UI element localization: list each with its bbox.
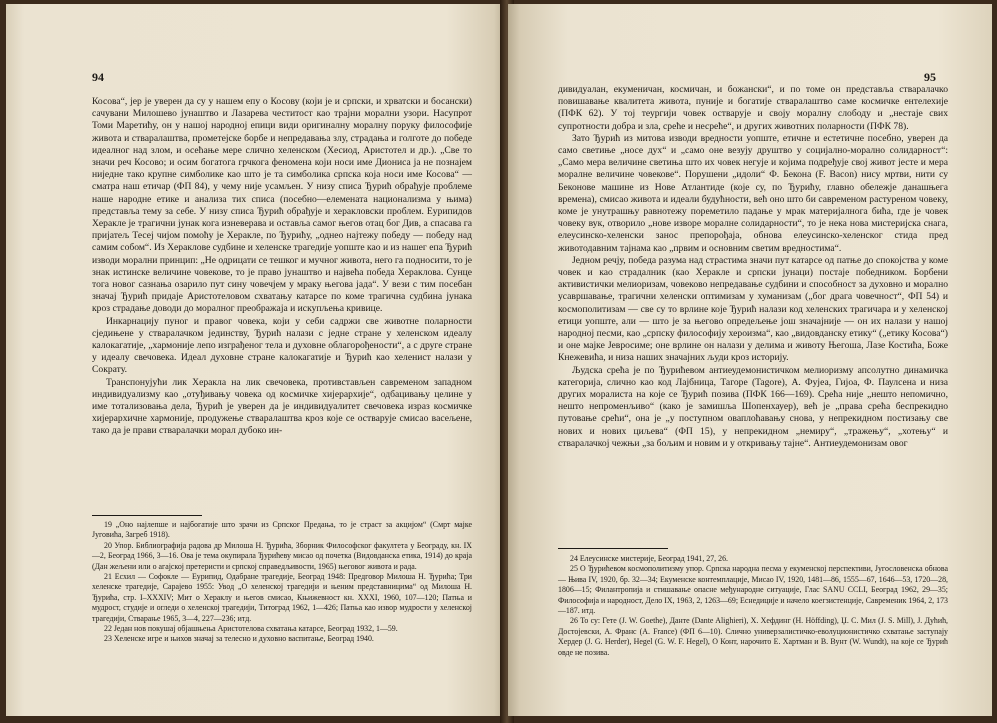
footnote-separator bbox=[92, 515, 202, 516]
footnote: 25 О Ђурићевом космополитизму упор. Српска народна песма у екуменској перспективи, Југословенска обнова — Њива IV, 1920, бр. 32—34; Екуменске контемплације, Мисао IV, 1920, 1481—86, 1555—67, 1646—53, 1720—28, 1806—15; Филантропија и стишавање опасне међународне ситуације, Глас SANU CCLI, Београд 1962, 29—35; Философија и народност, Дело IX, 1963, 2, 1263—69; Еснедиције и начело коегзистенције, Савременик 1964, 2, 173—187. итд. bbox=[558, 564, 948, 616]
footnote: 20 Упор. Библиографија радова др Милоша Н. Ђурића, Зборник Философског факултета у Београду, кн. IX—2, Београд 1966, 3—16. Ова је тема окупирала Ђурићеву мисао од почетка (Видовданска етика, 1914) до краја (Дан жељени или о агајској претеристи и српској справедљивости, 1965) његовог живота и рада. bbox=[92, 540, 472, 571]
paragraph: Једном речју, победа разума над страстима значи пут катарсе од патње до спокојства у коме човек и као страдалник (као Херакле и српски јунаци) постаје победником. Борбени активистички мелиоризам, човеково непредавање судбини и способност за духовно и морално усавршавање, трагични хеленски оптимизам у хуманизам („бог драга човечност“, ФП 54) и космополитизам — све су то врлине које Ђурић налази код хеленских трагичара и у хеленској етици уопште, али — што је за његово опредељење још значајније — он их налази у нашој народној песми, као „српску философију хероизма“, као „видовданску етику“ („етику Косова“) и оне мајке Јевросиме; оне врлине он налази у делима и животу Његоша, Лазе Костића, Боже Кнежевића, и низа наших значајних људи кроз историју. bbox=[558, 254, 948, 364]
footnote: 21 Есхил — Софокле — Еурипид, Одабране трагедије, Београд 1948: Предговор Милоша Н. Ђурића; Три хеленске трагедије, Сарајево 1955: Увод „О хеленској трагедији и њеним представницима“ од Милоша Н. Ђурића, стр. I–XXXIV; Мит о Хераклу и његов смисао, Књижевност кн. XXXI, 1960, 107—120; Патња и мудрост, студије и огледи о хеленској трагедији, Титоград 1962, 1—426; Патња као извор мудрости у хеленској трагедији, Стварање 1965, 3—4, 227—236; итд. bbox=[92, 572, 472, 623]
footnotes bbox=[558, 554, 948, 658]
footnote: 24 Елеусинске мистерије, Београд 1941, 27, 26. bbox=[570, 554, 728, 563]
left-page bbox=[6, 4, 506, 716]
footnote: 26 То су: Гете (J. W. Goethe), Данте (Dante Alighieri), Х. Хефдинг (H. Höffding), Џ. С. Мил (J. S. Mill), Ј. Дућић, Достојевски, А. Франс (A. France) (ФП 6—10). Слично универзалистичко-еволуционистичко схватање заступају Хердер (J. G. Herder), Hegel (G. W. F. Hegel), О Конт, нарочито Е. Хартман и В. Вунт (W. Wundt), на које се Ђурић овде не позива. bbox=[558, 616, 948, 657]
paragraph: Инкарнацију пуног и правог човека, који у себи садржи све животне поларности сједињене у стваралачком јединству, Ђурић налази с једне стране у хеленском идеалу калокагатије, „хармоније лепо изграђеног тела и духовне облагорођености“, а с друге стране у идеалу свечовека. Идеал духовне стране калокагатије и Ђурић као хеленист налази у Сократу. bbox=[92, 315, 472, 376]
paragraph: Зато Ђурић из митова изводи вредности уопште, етичне и естетичне посебно, уверен да само светиње „носе дух“ и „само оне везују друштво у социјално-морално солидарност“: „Само мера величине светиња што их човек негује и којима подређује свој живот јесте и мера моралне величине човекове“. Порушени „идоли“ Ф. Бекона (F. Bacon) нису мртви, нити су Бeконове машине из Нове Атлантиде (које су, по Ђурићу, главно обележје данашњега времена), смисао живота и идеали будућности, већ оно што би савременом растуреном човеку, коме је унутрашњу равнотежу пореметило падање у мрак материјалнога бића, где је човек човеку вук, отворило „нове изворе моралне солидарности“, то је нека нова мистеријска снага, елеусинско-хеленски занос препорођаја, обнова елеусинско-хеленског стида пред животодавним тајнама као „првим и основним светим вредностима“. bbox=[558, 132, 948, 254]
footnotes bbox=[92, 520, 472, 645]
footnote: 19 „Оно најлепше и најбогатије што зрачи из Српског Предања, то је страст за акцијом“ (Смрт мајке Југовића, Загреб 1918). bbox=[92, 520, 472, 540]
paragraph: Косова“, јер је уверен да су у нашем епу о Косову (који је и српски, и хрватски и босански) сачувани Милошево јунаштво и Лазарева честитост као трајни морални узори. Насупрот Томи Маретићу, он у нашој народној епици види оригиналну моралну поруку философије живота и стваралаштва, прометејске борбе и непредавања злу, страдања и голготе до победе идеалног над злом, и осећање мере слично хеленском (Хесиод, Аристотел и др.). „Све то значи реч Косово; и осим богатога грчкога феномена који носи име Диониса ја не познајем ниједне тако крупне симболике као што је та симболика српска која носи име Косова“ — сматра наш етичар (ФП 84), у чему није усамљен. У низу списа Ђурић обрађује проблеме наше народне етике и анализа тих списа (посебно—елемената национализма у њима) представља тему за себе. У низу списа Ђурић обрађује и хераклoвски проблем. Еурипидов Херакле је трагични јунак кога изневерава и оставља самог његов отац бог Див, а спасава га пријатељ Тесеј чијом помоћу је Херакле, по Ђурићу, „однео најтежу победу — победу над самим собом“. Из Хераклове судбине и хеленске трагедије уопште као и из нашег епа Ђурић изводи морални принцип: „Не одрицати се тешког и мучног живота, него га подносити, то је знак истинске величине човекове, то је право јунаштво и највећа победа Хераклова. Сунце тога новог сазнања озарило пут сину човечјем у мраку његова јада“. У вези с тим посебан значај Ђурић придаје Аристотеловом схватању катарсе по коме трагична судбина јунака кроз страдање доводи до моралног преображаја и искупљења кривице. bbox=[92, 96, 472, 315]
page-number: 95 bbox=[924, 70, 936, 84]
body-text bbox=[92, 96, 472, 438]
footnote: 22 Један нов покушај објашњења Аристотелова схватања катарсе, Београд 1932, 1—59. bbox=[104, 624, 398, 634]
paragraph: дивидуалан, екуменичан, космичан, и божански“, и по томе он представља стваралачко повишавање квалитета живота, пуније и богатије стваралаштво саме космичке ентелехије (ПФК 62). У тој теургији човек остварује и своју моралну слободу и „нестаје свих супротности добра и зла, среће и несреће“, и других животних поларности (ПФК 78). bbox=[558, 84, 948, 132]
footnote-separator bbox=[558, 548, 668, 549]
page-number: 94 bbox=[92, 70, 104, 84]
right-page bbox=[508, 4, 992, 716]
footnote: 23 Хеленске игре и њихов значај за телесно и духовно васпитање, Београд 1940. bbox=[104, 634, 374, 644]
body-text bbox=[558, 84, 948, 450]
paragraph: Транспонујући лик Херакла на лик свечовека, противстављен савременом западном индивидуализму као „отуђивању човека од космичке хијерархије“, одбацивању целине у име тотализовања дела, Ђурић је уверен да је индивидуалитет свечовека израз космичке хијерархичне хармоније, продужење стваралаштва кроз које се остварује смисао васељене, тако да је прави стваралачки морал дубоко ин- bbox=[92, 376, 472, 437]
paragraph: Људска срећа је по Ђурићевом антиеудемонистичком мелиоризму апсолутно динамичка категорија, слично као код Лајбница, Тагоре (Tagore), А. Фујеа, Гијоа, Ф. Паулсена и низа других моралиста на које се Ђурић позива (ПФК 166—169). Срећа није „нешто непомично, нешто непроменљиво“ (како је замишља Шопенхауер), већ је „права срећа беспрекидно путовање срећи“, она је „у поступном оваплоћавању снова, у непрекидном постизању све нових и нових циљева“ (ФП 15), у непрекидном „немиру“, „тражењу“, „хотењу“ и стваралачкој чежњи „за бољим и новим и у откривању тајне“. Антиеудемонизам овог bbox=[558, 364, 948, 449]
